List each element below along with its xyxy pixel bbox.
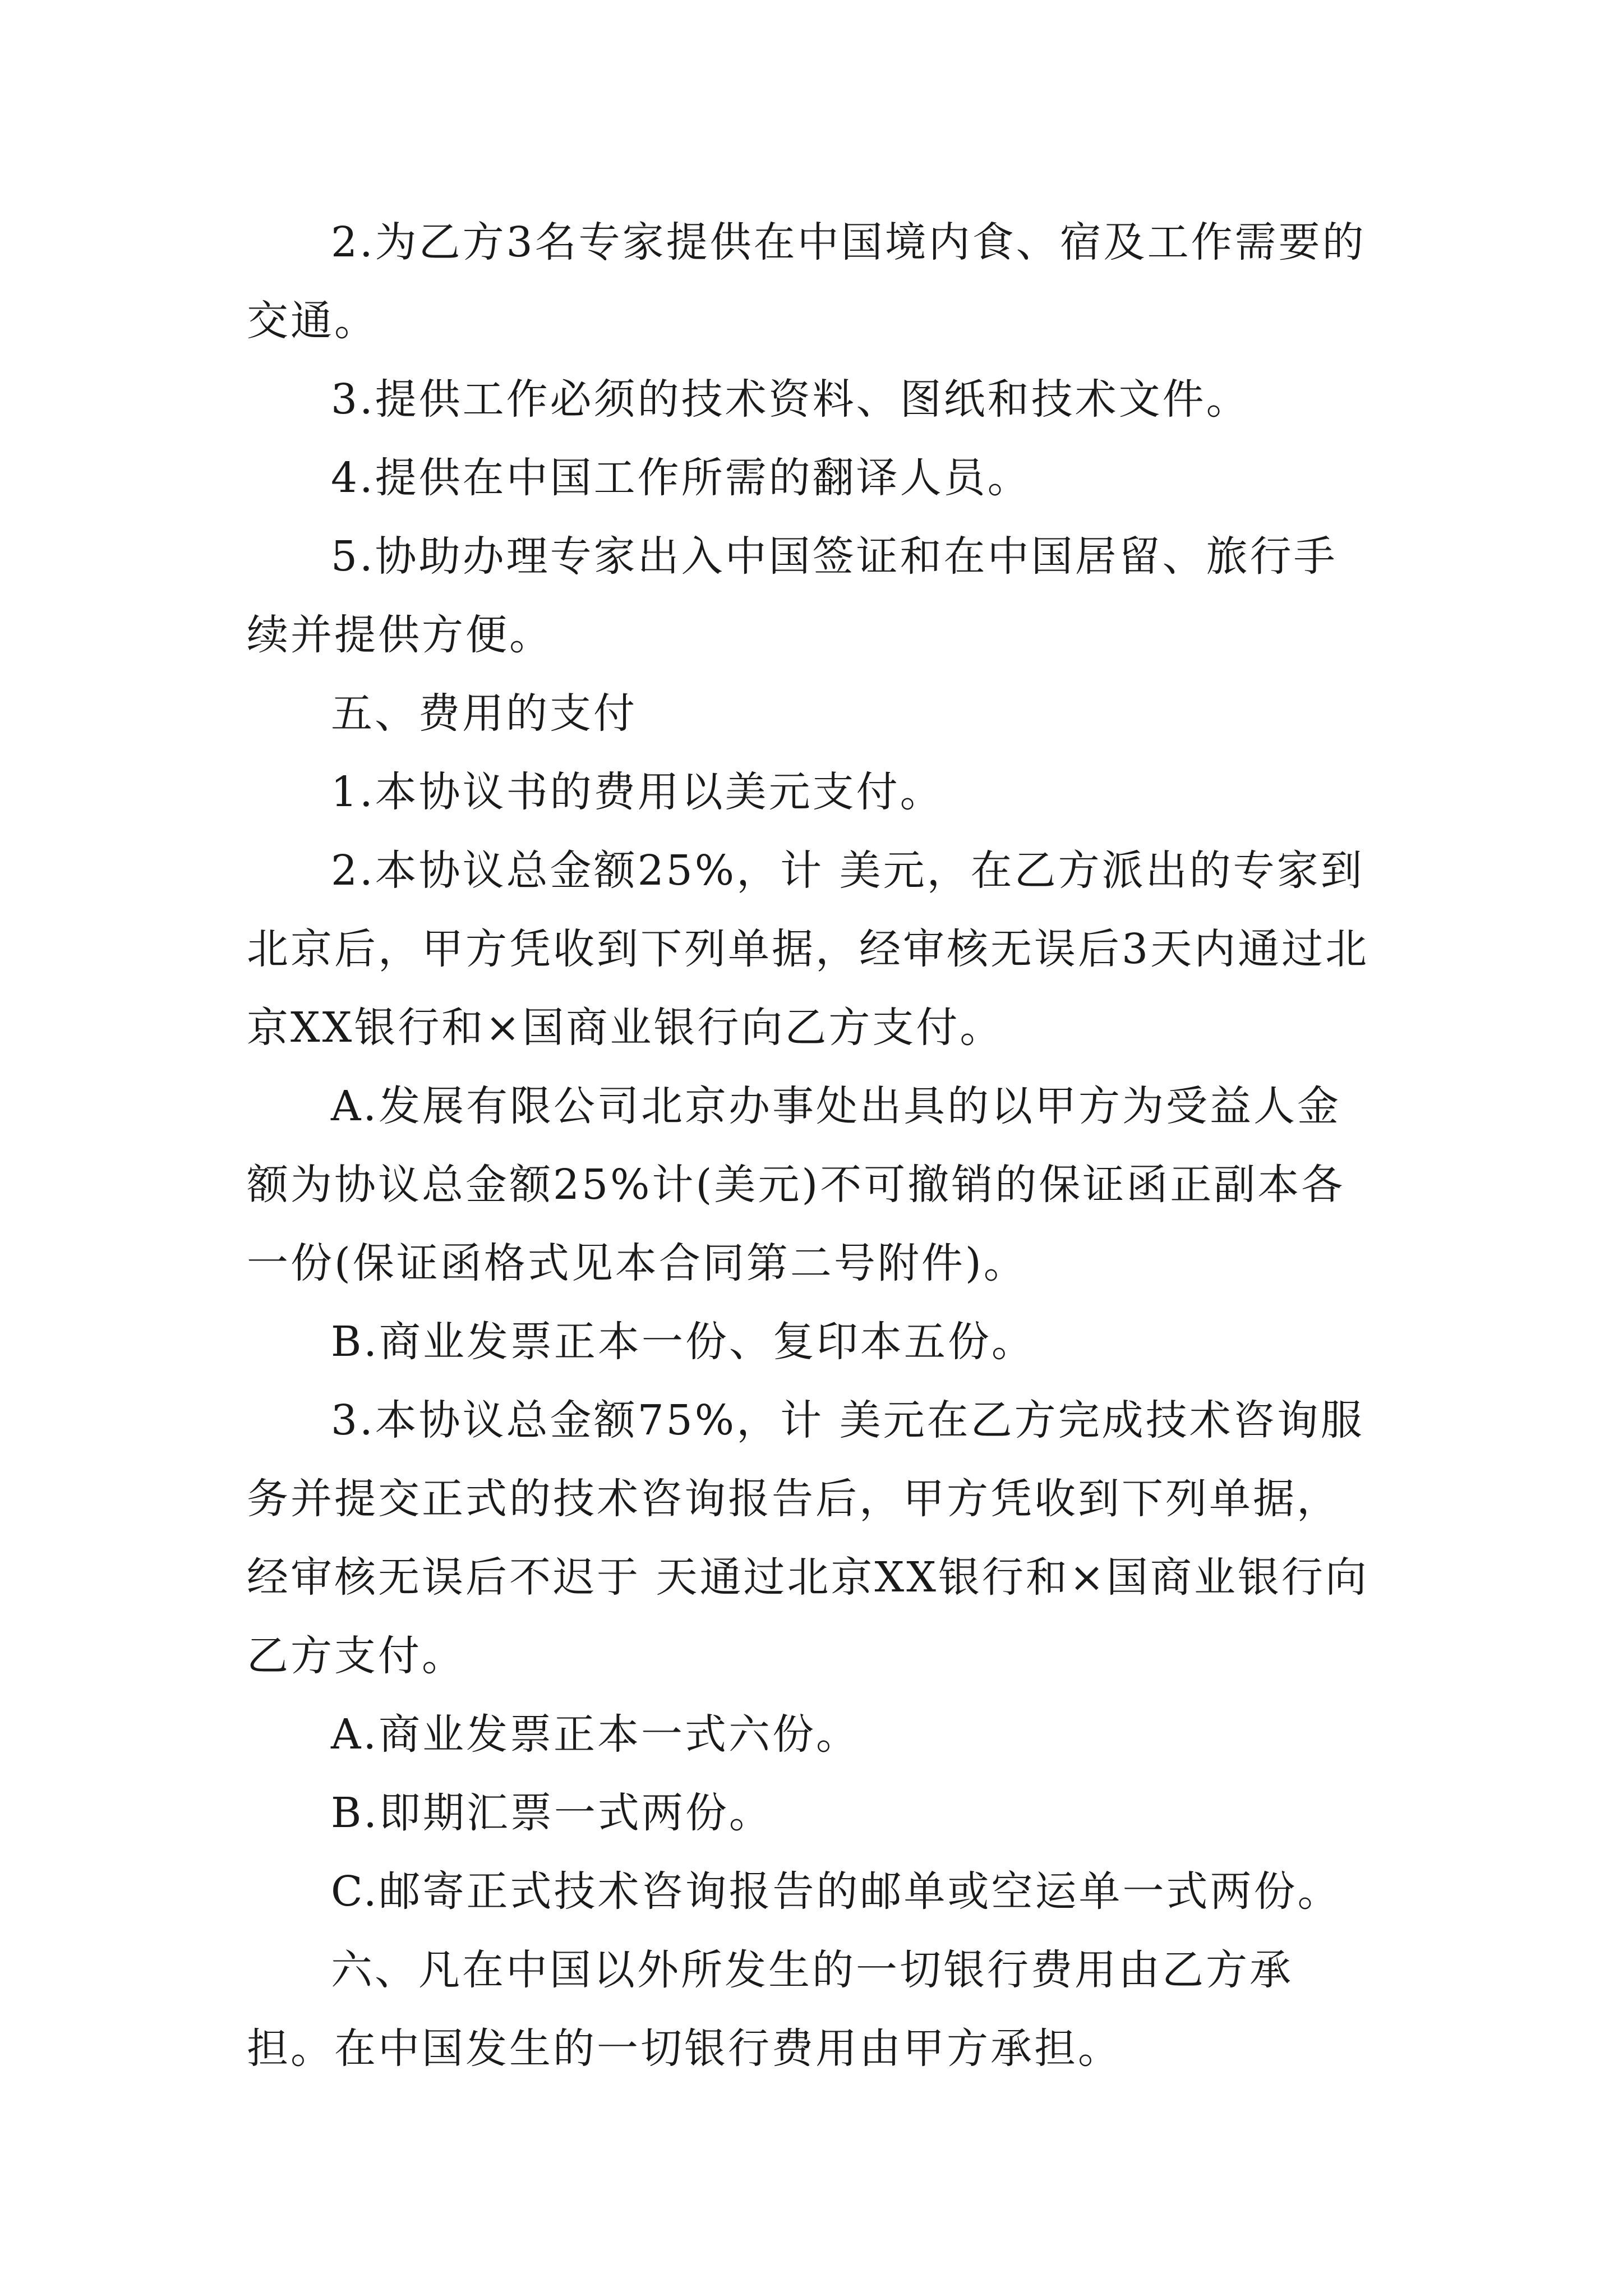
paragraph: B.即期汇票一式两份。: [331, 1789, 773, 1837]
paragraph: 2.为乙方3名专家提供在中国境内食、宿及工作需要的交通。: [247, 218, 1366, 345]
section-heading: 五、费用的支付: [331, 689, 637, 738]
paragraph: C.邮寄正式技术咨询报告的邮单或空运单一式两份。: [331, 1867, 1341, 1916]
paragraph: A.发展有限公司北京办事处出具的以甲方为受益人金额为协议总金额25%计(美元)不可撤销的保证函正副本各一份(保证函格式见本合同第二号附件)。: [247, 1082, 1345, 1287]
paragraph: 4.提供在中国工作所需的翻译人员。: [331, 454, 1031, 502]
paragraph: B.商业发票正本一份、复印本五份。: [331, 1318, 1035, 1366]
paragraph: 3.本协议总金额75%，计 美元在乙方完成技术咨询服务并提交正式的技术咨询报告后，甲方凭收到下列单据，经审核无误后不迟于 天通过北京XX银行和×国商业银行向乙方支付。: [247, 1396, 1369, 1680]
section-heading: 六、凡在中国以外所发生的一切银行费用由乙方承担。在中国发生的一切银行费用由甲方承担。: [247, 1946, 1293, 2073]
paragraph: 3.提供工作必须的技术资料、图纸和技术文件。: [331, 375, 1250, 424]
paragraph: 1.本协议书的费用以美元支付。: [331, 768, 944, 816]
paragraph: 2.本协议总金额25%，计 美元，在乙方派出的专家到北京后，甲方凭收到下列单据，经审核无误后3天内通过北京XX银行和×国商业银行向乙方支付。: [247, 846, 1370, 1052]
paragraph: 5.协助办理专家出入中国签证和在中国居留、旅行手续并提供方便。: [247, 532, 1338, 659]
paragraph: A.商业发票正本一式六份。: [331, 1710, 860, 1759]
document-body: [247, 203, 1374, 2088]
